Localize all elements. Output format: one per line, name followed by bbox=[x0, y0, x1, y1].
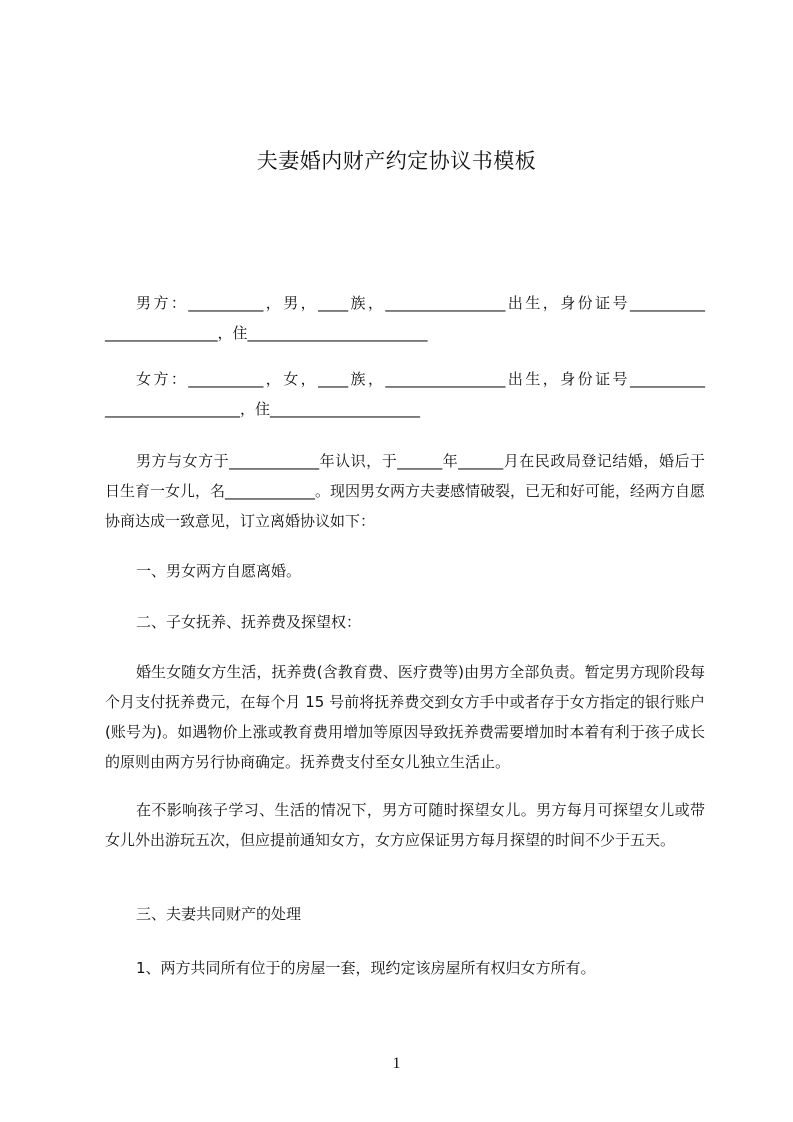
paragraph-marriage-background: 男方与女方于____________年认识，于______年______月在民政局登记结婚，婚后于日生育一女儿，名____________。现因男女两方夫妻感情破裂，已无和好可能，经两方自愿协商达成一致意见，订立离婚协议如下： bbox=[105, 452, 706, 530]
paragraph-child-support: 婚生女随女方生活，抚养费(含教育费、医疗费等)由男方全部负责。暂定男方现阶段每个月支付抚养费元，在每个月 15 号前将抚养费交到女方手中或者存于女方指定的银行账户(账号为)。如遇物价上涨或教育费用增加等原因导致抚养费需要增加时本着有利于孩子成长的原则由两方另行协商确定。抚养费支付至女儿独立生活止。 bbox=[105, 663, 705, 771]
document-title: 夫妻婚内财产约定协议书模板 bbox=[256, 149, 537, 173]
clause-3-heading: 三、夫妻共同财产的处理 bbox=[136, 905, 302, 923]
paragraph-wife-info: 女方：__________，女，____族，________________出生，身份证号__________ __________________，住____________________ bbox=[105, 370, 710, 418]
clause-2-heading: 二、子女抚养、抚养费及探望权： bbox=[136, 613, 362, 631]
paragraph-husband-info: 男方：__________，男，____族，________________出生，身份证号__________ _______________，住________________________ bbox=[105, 294, 710, 342]
paragraph-visitation: 在不影响孩子学习、生活的情况下，男方可随时探望女儿。男方每月可探望女儿或带女儿外出游玩五次，但应提前通知女方，女方应保证男方每月探望的时间不少于五天。 bbox=[105, 801, 705, 849]
clause-1-heading: 一、男女两方自愿离婚。 bbox=[136, 562, 302, 580]
page-number: 1 bbox=[392, 1055, 401, 1072]
clause-3-item-1: 1、两方共同所有位于的房屋一套，现约定该房屋所有权归女方所有。 bbox=[136, 959, 596, 977]
